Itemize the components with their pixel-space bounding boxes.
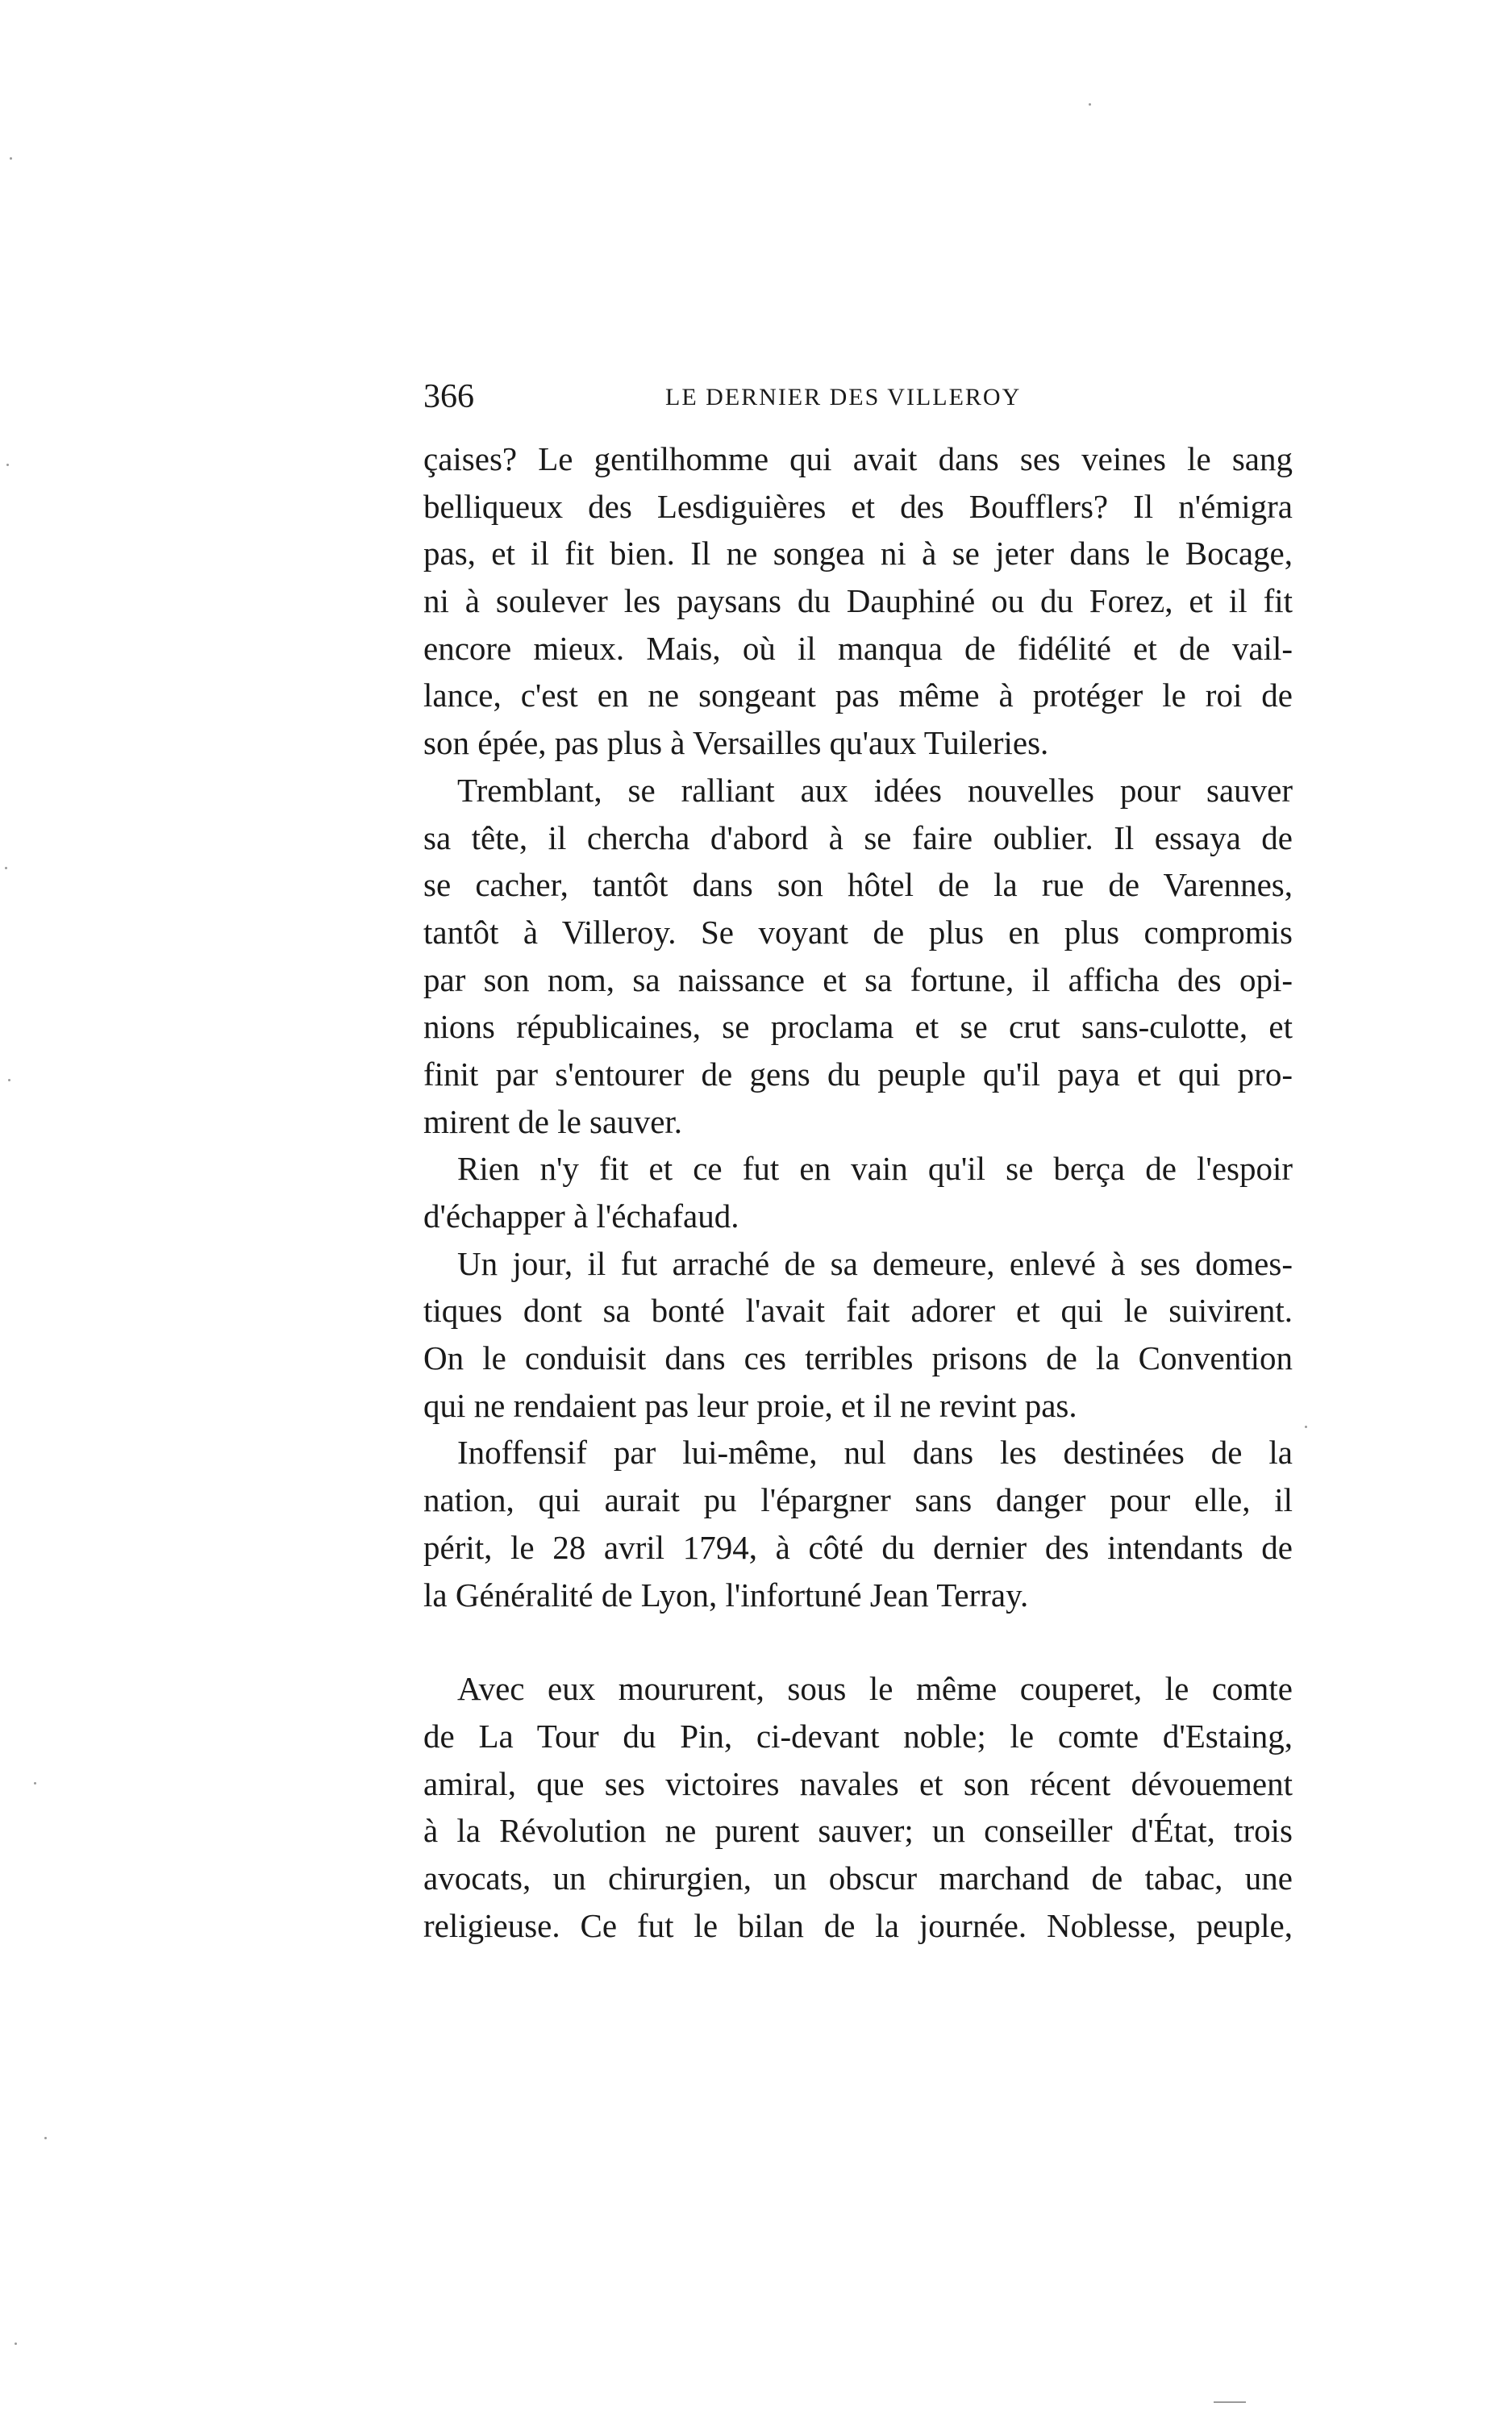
text-line: lance, c'est en ne songeant pas même à protéger le roi de <box>423 677 1293 714</box>
text-line: finit par s'entourer de gens du peuple qu'il paya et qui pro- <box>423 1055 1293 1093</box>
text-line: tantôt à Villeroy. Se voyant de plus en plus compromis <box>423 913 1293 951</box>
scan-speck <box>44 2137 47 2139</box>
paragraph <box>423 1429 1293 1618</box>
text-line: Avec eux moururent, sous le même couperet, le comte <box>457 1670 1293 1708</box>
text-line: On le conduisit dans ces terribles prisons de la Convention <box>423 1339 1293 1377</box>
text-line: ni à soulever les paysans du Dauphiné ou du Forez, et il fit <box>423 582 1293 620</box>
scan-speck <box>6 464 9 466</box>
text-line: par son nom, sa naissance et sa fortune, il afficha des opi- <box>423 960 1293 998</box>
scan-speck <box>1305 1426 1307 1428</box>
section-break <box>423 1618 1293 1665</box>
text-line: belliqueux des Lesdiguières et des Boufflers? Il n'émigra <box>423 487 1293 525</box>
text-line: encore mieux. Mais, où il manqua de fidélité et de vail- <box>423 629 1293 667</box>
scan-mark <box>1214 2401 1246 2403</box>
scan-speck <box>5 867 7 869</box>
text-line: çaises? Le gentilhomme qui avait dans ses veines le sang <box>423 440 1293 477</box>
text-line: pas, et il fit bien. Il ne songea ni à se jeter dans le Bocage, <box>423 535 1293 573</box>
scan-speck <box>15 2342 17 2345</box>
text-line: Un jour, il fut arraché de sa demeure, enlevé à ses domes- <box>457 1244 1293 1282</box>
scan-speck <box>10 157 12 160</box>
text-line: religieuse. Ce fut le bilan de la journée. Noblesse, peuple, <box>423 1906 1293 1944</box>
paragraph <box>423 767 1293 1146</box>
text-line: la Généralité de Lyon, l'infortuné Jean Terray. <box>423 1576 1029 1614</box>
text-line: Inoffensif par lui-même, nul dans les destinées de la <box>457 1434 1293 1472</box>
text-line: se cacher, tantôt dans son hôtel de la rue de Varennes, <box>423 866 1293 904</box>
running-title: LE DERNIER DES VILLEROY <box>665 384 1022 410</box>
paragraph <box>423 1240 1293 1430</box>
text-line: Tremblant, se ralliant aux idées nouvelles pour sauver <box>457 771 1293 809</box>
paragraph <box>423 435 1293 767</box>
text-line: son épée, pas plus à Versailles qu'aux Tuileries. <box>423 724 1049 762</box>
text-line: tiques dont sa bonté l'avait fait adorer et qui le suivirent. <box>423 1292 1293 1330</box>
text-line: amiral, que ses victoires navales et son récent dévouement <box>423 1764 1293 1802</box>
text-line: nation, qui aurait pu l'épargner sans danger pour elle, il <box>423 1481 1293 1519</box>
scan-speck <box>1089 103 1091 106</box>
text-line: de La Tour du Pin, ci-devant noble; le comte d'Estaing, <box>423 1717 1293 1755</box>
text-line: périt, le 28 avril 1794, à côté du dernier des intendants de <box>423 1528 1293 1566</box>
paragraph <box>423 1145 1293 1239</box>
text-line: mirent de le sauver. <box>423 1102 683 1140</box>
text-line: avocats, un chirurgien, un obscur marchand de tabac, une <box>423 1859 1293 1897</box>
text-line: d'échapper à l'échafaud. <box>423 1197 739 1235</box>
page-number: 366 <box>423 378 474 415</box>
paragraph <box>423 1665 1293 1949</box>
scan-speck <box>34 1782 36 1784</box>
scan-speck <box>8 1079 10 1081</box>
running-head <box>423 373 1293 421</box>
text-line: Rien n'y fit et ce fut en vain qu'il se berça de l'espoir <box>457 1150 1293 1188</box>
body-text <box>423 435 1293 1949</box>
text-line: à la Révolution ne purent sauver; un conseiller d'État, trois <box>423 1812 1293 1850</box>
text-line: qui ne rendaient pas leur proie, et il ne revint pas. <box>423 1386 1077 1424</box>
text-line: sa tête, il chercha d'abord à se faire oublier. Il essaya de <box>423 818 1293 856</box>
text-line: nions républicaines, se proclama et se crut sans-culotte, et <box>423 1008 1293 1046</box>
